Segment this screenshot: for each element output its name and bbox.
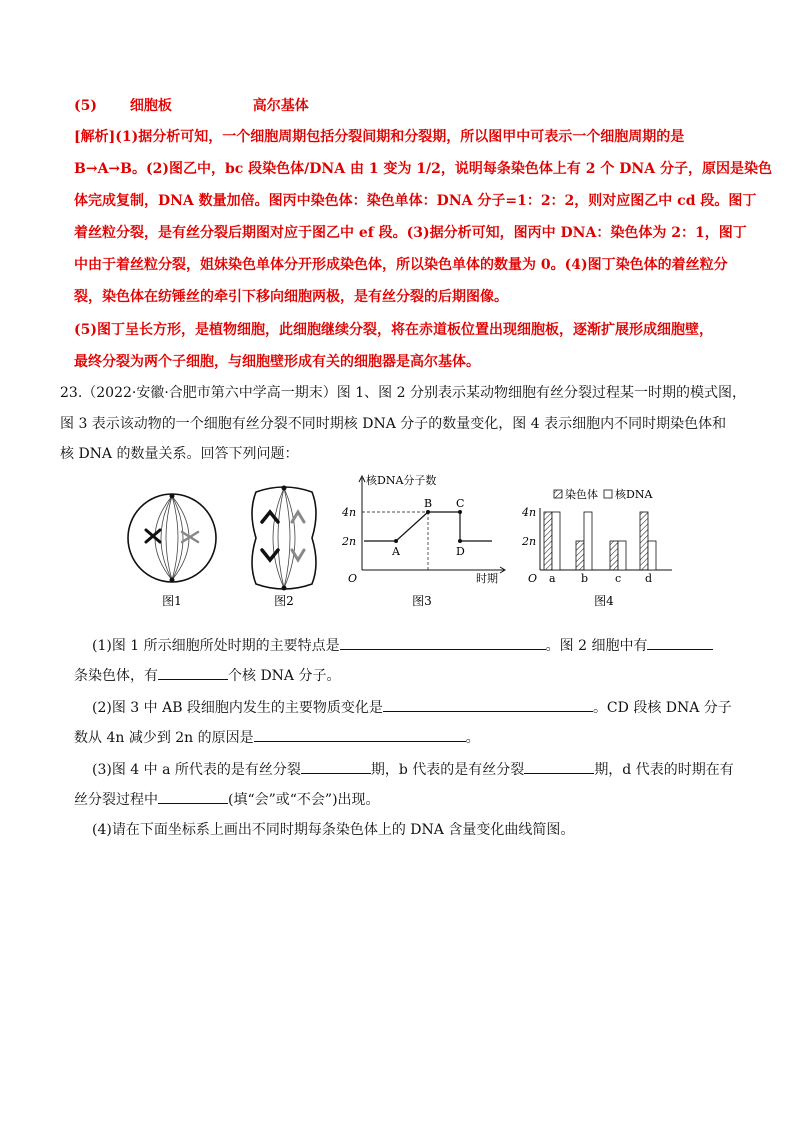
fig3-y-tick-label: 4n	[342, 506, 357, 519]
q3-text-c: 期，d 代表的时期在有	[594, 762, 734, 778]
q2-line-2	[74, 727, 480, 748]
fig3-point-label-D: D	[456, 545, 465, 558]
q3-line-2	[74, 789, 380, 810]
q1-blank-feature[interactable]	[340, 635, 546, 650]
q3-line-1	[92, 759, 734, 780]
q3-text-a: (3)图 4 中 a 所代表的是有丝分裂	[92, 762, 301, 778]
fig3-point-C	[458, 510, 462, 514]
fig3-origin: O	[348, 572, 358, 585]
fig3-point-label-B: B	[424, 497, 433, 510]
q2-blank-reason[interactable]	[254, 727, 466, 742]
figure-2-caption: 图2	[274, 594, 294, 608]
fig4-bar-chromosome-b	[576, 541, 584, 570]
q2-text-d: 。	[465, 730, 480, 746]
q2-text-b: 。CD 段核 DNA 分子	[592, 700, 732, 716]
fig4-category-label-b: b	[581, 572, 589, 585]
fig4-bar-dna-c	[618, 541, 626, 570]
fig3-point-label-C: C	[456, 497, 465, 510]
q3-text-b: 期，b 代表的是有丝分裂	[370, 762, 525, 778]
answer-golgi: 高尔基体	[252, 98, 309, 114]
q2-line-1	[92, 697, 732, 718]
q1-text-c: 条染色体，有	[74, 668, 158, 684]
fig3-x-label: 时期	[476, 572, 498, 585]
figure-1-cell	[128, 494, 216, 583]
fig4-category-label-a: a	[549, 572, 556, 585]
fig3-point-D	[458, 539, 462, 543]
analysis-line: 体完成复制，DNA 数量加倍。图丙中染色体：染色单体：DNA 分子=1：2：2，则对应图乙中 cd 段。图丁	[74, 193, 757, 209]
figure-3-caption: 图3	[412, 594, 432, 608]
answer-item-number: (5)	[74, 98, 97, 114]
figure-2-cell	[252, 486, 316, 591]
q2-text-c: 数从 4n 减少到 2n 的原因是	[74, 730, 254, 746]
analysis-line: 着丝粒分裂，是有丝分裂后期图对应于图乙中 ef 段。(3)据分析可知，图丙中 DNA：染色体为 2：1，图丁	[74, 225, 747, 241]
fig4-legend-swatch-dna	[604, 490, 612, 498]
q2-text-a: (2)图 3 中 AB 段细胞内发生的主要物质变化是	[92, 700, 383, 716]
q1-blank-dna[interactable]	[158, 665, 228, 680]
fig4-legend-swatch-chromosome	[554, 490, 562, 498]
fig3-y-tick-label: 2n	[342, 535, 357, 548]
q3-text-d: 丝分裂过程中	[74, 792, 158, 808]
analysis-line: 最终分裂为两个子细胞，与细胞壁形成有关的细胞器是高尔基体。	[74, 354, 480, 370]
answer-cell-plate: 细胞板	[129, 98, 172, 114]
q4-line: (4)请在下面坐标系上画出不同时期每条染色体上的 DNA 含量变化曲线简图。	[92, 822, 575, 838]
q1-line-2	[74, 665, 341, 686]
figure-4-caption: 图4	[594, 594, 614, 608]
q3-blank-b[interactable]	[524, 759, 594, 774]
fig4-y-tick-label: 2n	[522, 535, 537, 548]
figure-1-caption: 图1	[162, 594, 182, 608]
analysis-line: (5)图丁呈长方形，是植物细胞，此细胞继续分裂，将在赤道板位置出现细胞板，逐渐扩展形成细胞壁，	[74, 322, 713, 338]
q1-text-b: 。图 2 细胞中有	[545, 638, 648, 654]
fig4-bar-dna-a	[552, 512, 560, 570]
analysis-line: [解析](1)据分析可知，一个细胞周期包括分裂间期和分裂期，所以图甲中可表示一个细胞周期的是	[74, 129, 685, 145]
fig4-bar-dna-d	[648, 541, 656, 570]
fig4-bar-chromosome-a	[544, 512, 552, 570]
fig3-point-label-A: A	[392, 545, 400, 558]
analysis-line: B→A→B。(2)图乙中，bc 段染色体/DNA 由 1 变为 1/2，说明每条染色体上有 2 个 DNA 分子，原因是染色	[74, 161, 772, 177]
figure-3-chart	[341, 473, 505, 585]
q1-text-d: 个核 DNA 分子。	[228, 668, 341, 684]
fig3-y-label: 核DNA分子数	[366, 474, 437, 487]
q1-blank-chromosomes[interactable]	[647, 635, 713, 650]
fig4-bar-chromosome-c	[610, 541, 618, 570]
fig4-y-tick-label: 4n	[522, 506, 537, 519]
q3-blank-a[interactable]	[301, 759, 371, 774]
stem-line: 图 3 表示该动物的一个细胞有丝分裂不同时期核 DNA 分子的数量变化，图 4 表示细胞内不同时期染色体和	[60, 416, 727, 432]
fig4-bar-dna-b	[584, 512, 592, 570]
stem-line: 23.（2022·安徽·合肥市第六中学高一期末）图 1、图 2 分别表示某动物细胞有丝分裂过程某一时期的模式图，	[60, 385, 746, 401]
analysis-line: 中由于着丝粒分裂，姐妹染色单体分开形成染色体，所以染色单体的数量为 0。(4)图丁染色体的着丝粒分	[74, 257, 728, 273]
q1-line-1	[92, 635, 713, 656]
fig3-point-B	[426, 510, 430, 514]
q2-blank-change[interactable]	[383, 697, 593, 712]
answer-line	[74, 96, 309, 116]
fig4-category-label-d: d	[645, 572, 653, 585]
figures-row	[0, 470, 800, 610]
q1-text-a: (1)图 1 所示细胞所处时期的主要特点是	[92, 638, 340, 654]
fig4-legend-label-chromosome: 染色体	[565, 488, 598, 501]
fig4-category-label-c: c	[615, 572, 622, 585]
fig4-bar-chromosome-d	[640, 512, 648, 570]
q3-text-e: (填“会”或“不会”)出现。	[228, 792, 380, 808]
q3-blank-d[interactable]	[158, 789, 228, 804]
fig4-legend-label-dna: 核DNA	[615, 488, 653, 501]
fig3-point-A	[394, 539, 398, 543]
fig3-series-line	[364, 512, 492, 541]
fig4-origin: O	[528, 572, 538, 585]
figure-4-chart	[521, 487, 672, 585]
analysis-line: 裂，染色体在纺锤丝的牵引下移向细胞两极，是有丝分裂的后期图像。	[74, 289, 508, 305]
stem-line: 核 DNA 的数量关系。回答下列问题：	[60, 446, 299, 462]
